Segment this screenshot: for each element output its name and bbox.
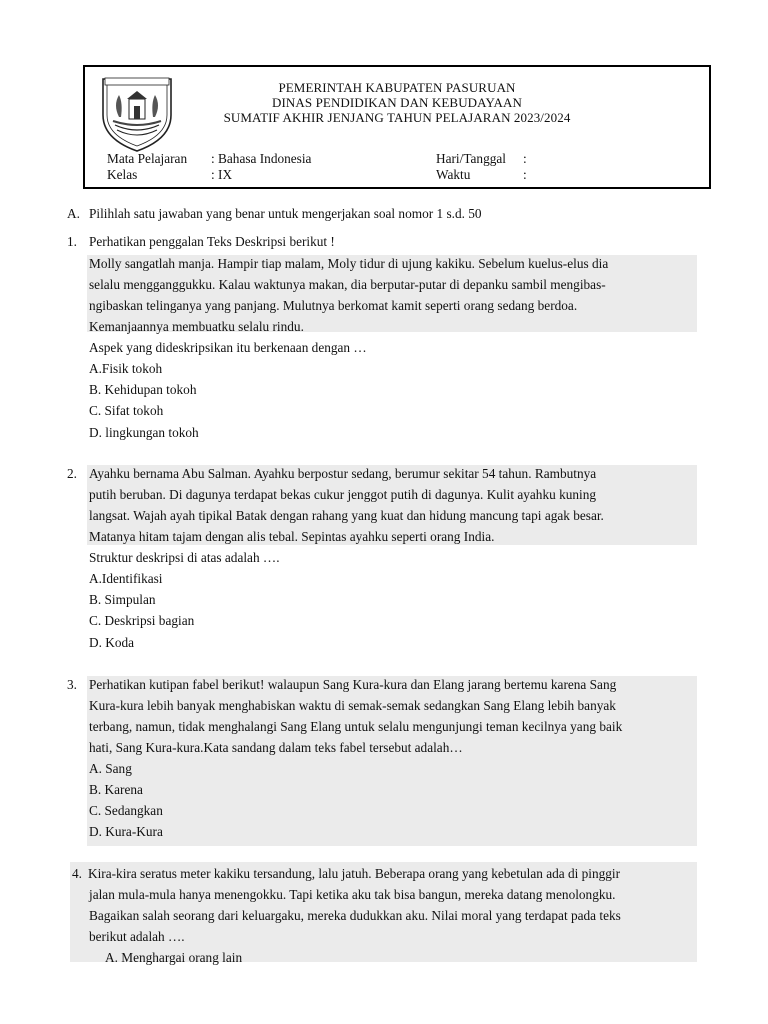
question-2-option-b[interactable]: B. Simpulan [89, 592, 156, 607]
question-3-passage-line: hati, Sang Kura-kura.Kata sandang dalam teks fabel tersebut adalah… [89, 740, 463, 755]
question-4-passage-line: Kira-kira seratus meter kakiku tersandung, lalu jatuh. Beberapa orang yang kebetulan ada di pinggir [88, 866, 621, 881]
exam-header [83, 65, 711, 189]
time-value: : [523, 167, 527, 182]
question-3-passage-line: Perhatikan kutipan fabel berikut! walaupun Sang Kura-kura dan Elang jarang bertemu karena Sang [89, 677, 617, 692]
section-marker: A. [67, 206, 80, 221]
question-1-intro: Perhatikan penggalan Teks Deskripsi berikut ! [89, 234, 335, 249]
question-4-passage-line: Bagaikan salah seorang dari keluargaku, mereka dudukkan aku. Nilai moral yang terdapat pada teks [89, 908, 621, 923]
question-3-passage-line: Kura-kura lebih banyak menghabiskan waktu di semak-semak sedangkan Sang Elang lebih banyak [89, 698, 616, 713]
question-3-number: 3. [67, 677, 77, 692]
question-2-option-c[interactable]: C. Deskripsi bagian [89, 613, 195, 628]
question-2-passage-line: putih beruban. Di dagunya terdapat bekas cukur jenggot putih di dagunya. Kulit ayahku kuning [89, 487, 597, 502]
question-1-option-c[interactable]: C. Sifat tokoh [89, 403, 164, 418]
question-3-option-c[interactable]: C. Sedangkan [89, 803, 163, 818]
class-value: : IX [211, 167, 233, 182]
question-2-passage-line: Ayahku bernama Abu Salman. Ayahku berpostur sedang, berumur sekitar 54 tahun. Rambutnya [89, 466, 597, 481]
header-line-department: DINAS PENDIDIKAN DAN KEBUDAYAAN [272, 95, 522, 110]
class-label: Kelas [107, 167, 138, 182]
question-1-passage-line: Kemanjaannya membuatku selalu rindu. [89, 319, 304, 334]
question-2-prompt: Struktur deskripsi di atas adalah …. [89, 550, 280, 565]
question-2-option-d[interactable]: D. Koda [89, 635, 135, 650]
question-1-prompt: Aspek yang dideskripsikan itu berkenaan dengan … [89, 340, 367, 355]
question-4-passage-line: berikut adalah …. [89, 929, 185, 944]
question-1-option-d[interactable]: D. lingkungan tokoh [89, 425, 199, 440]
question-1-option-b[interactable]: B. Kehidupan tokoh [89, 382, 197, 397]
question-2-option-a[interactable]: A.Identifikasi [89, 571, 163, 586]
question-3-option-d[interactable]: D. Kura-Kura [89, 824, 163, 839]
header-line-exam-title: SUMATIF AKHIR JENJANG TAHUN PELAJARAN 2023/2024 [223, 110, 571, 125]
question-2-passage-line: langsat. Wajah ayah tipikal Batak dengan rahang yang kuat dan hidung mancung tapi agak besar. [89, 508, 604, 523]
section-instruction: Pilihlah satu jawaban yang benar untuk mengerjakan soal nomor 1 s.d. 50 [89, 206, 482, 221]
day-date-label: Hari/Tanggal [436, 151, 506, 166]
subject-label: Mata Pelajaran [107, 151, 188, 166]
time-label: Waktu [436, 167, 471, 182]
question-2-number: 2. [67, 466, 77, 481]
question-4-passage-line: jalan mula-mula hanya menengokku. Tapi ketika aku tak bisa bangun, mereka datang menolongku. [89, 887, 616, 902]
question-2-passage-line: Matanya hitam tajam dengan alis tebal. Sepintas ayahku seperti orang India. [89, 529, 495, 544]
subject-value: : Bahasa Indonesia [211, 151, 312, 166]
question-1-number: 1. [67, 234, 77, 249]
question-4-option-a[interactable]: A. Menghargai orang lain [105, 950, 243, 965]
question-3-option-b[interactable]: B. Karena [89, 782, 143, 797]
day-date-value: : [523, 151, 527, 166]
question-3-option-a[interactable]: A. Sang [89, 761, 132, 776]
question-3-passage-line: terbang, namun, tidak menghalangi Sang Elang untuk selalu mengunjungi teman kecilnya yang baik [89, 719, 623, 734]
question-1-passage-line: Molly sangatlah manja. Hampir tiap malam, Moly tidur di ujung kakiku. Sebelum kuelus-elus dia [89, 256, 609, 271]
question-1-option-a[interactable]: A.Fisik tokoh [89, 361, 163, 376]
question-1-passage-line: selalu mengganggukku. Kalau waktunya makan, dia berputar-putar di depanku sambil mengibas- [89, 277, 606, 292]
header-line-government: PEMERINTAH KABUPATEN PASURUAN [278, 80, 516, 95]
question-4-number: 4. [72, 866, 82, 881]
question-1-passage-line: ngibaskan telinganya yang panjang. Mulutnya berkomat kamit seperti orang sedang berdoa. [89, 298, 578, 313]
